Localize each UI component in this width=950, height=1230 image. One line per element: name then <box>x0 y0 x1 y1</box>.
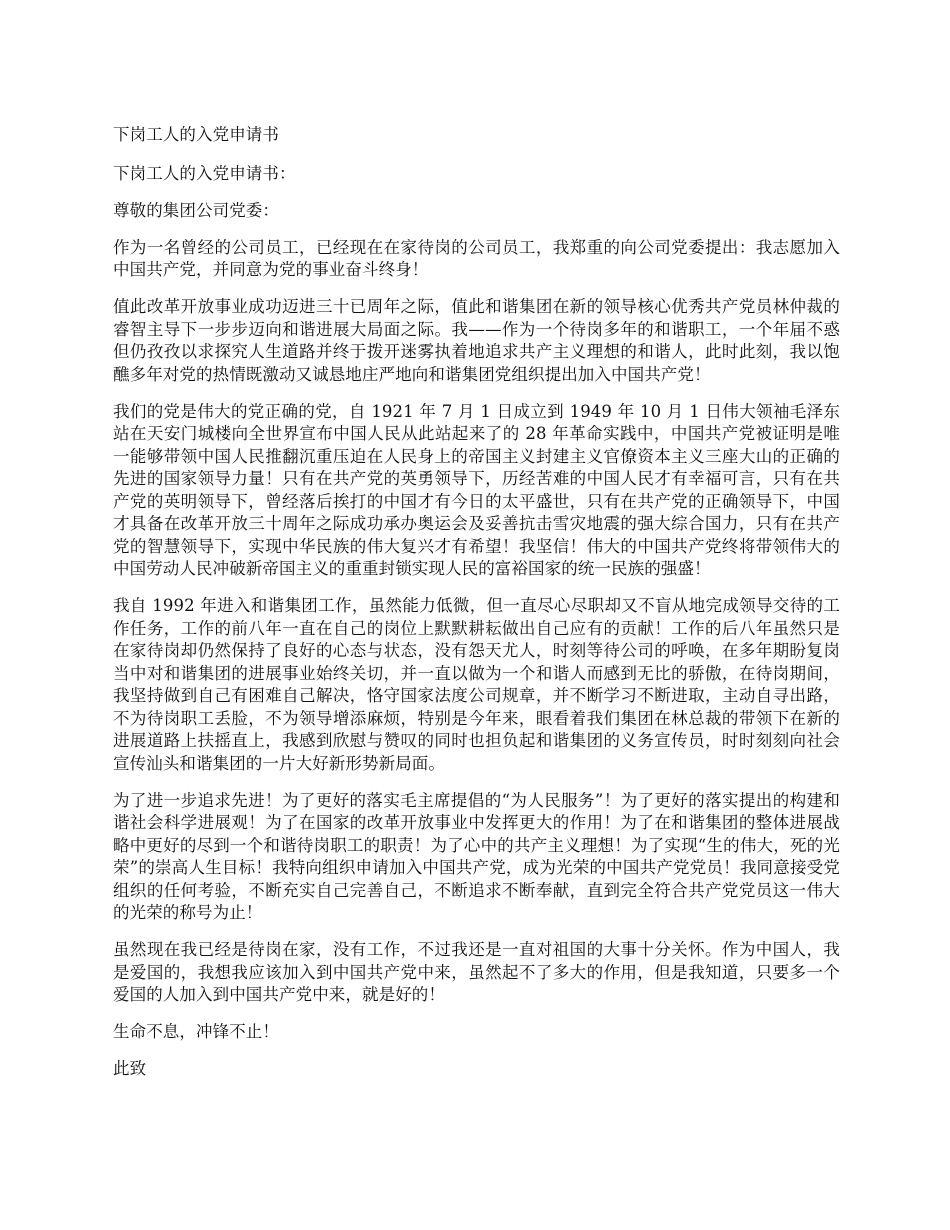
paragraph-occasion: 值此改革开放事业成功迈进三十已周年之际，值此和谐集团在新的领导核心优秀共产党员林仲裁的睿智主导下一步步迈向和谐进展大局面之际。我——作为一个待岗多年的和谐职工，一个年届不惑但仍孜孜以求探究人生道路并终于拨开迷雾执着地追求共产主义理想的和谐人，此时此刻，我以饱醮多年对党的热情既激动又诚恳地庄严地向和谐集团党组织提出加入中国共产党！ <box>113 297 840 384</box>
paragraph-motto: 生命不息，冲锋不止！ <box>113 1022 279 1041</box>
paragraph-declaration: 作为一名曾经的公司员工，已经现在在家待岗的公司员工，我郑重的向公司党委提出：我志愿加入中国共产党，并同意为党的事业奋斗终身！ <box>113 237 840 279</box>
paragraph-work-history: 我自 1992 年进入和谐集团工作，虽然能力低微，但一直尽心尽职却又不盲从地完成领导交待的工作任务，工作的前八年一直在自己的岗位上默默耕耘做出自己应有的贡献！工作的后八年虽然只是在家待岗却仍然保持了良好的心态与状态，没有怨天尤人，时刻等待公司的呼唤，在多年期盼复岗当中对和谐集团的进展事业始终关切，并一直以做为一个和谐人而感到无比的骄傲，在待岗期间，我坚持做到自己有困难自己解决，恪守国家法度公司规章，并不断学习不断进取，主动自寻出路，不为待岗职工丢脸，不为领导增添麻烦，特别是今年来，眼看着我们集团在林总裁的带领下在新的进展道路上扶摇直上，我感到欣慰与赞叹的同时也担负起和谐集团的义务宣传员，时时刻刻向社会宣传汕头和谐集团的一片大好新形势新局面。 <box>113 596 840 773</box>
paragraph-patriotism: 虽然现在我已经是待岗在家，没有工作，不过我还是一直对祖国的大事十分关怀。作为中国人，我是爱国的，我想我应该加入到中国共产党中来，虽然起不了多大的作用，但是我知道，只要多一个爱国的人加入到中国共产党中来，就是好的！ <box>113 940 840 1004</box>
document-subtitle: 下岗工人的入党申请书： <box>113 163 296 183</box>
document-title: 下岗工人的入党申请书 <box>113 125 279 144</box>
document-body <box>113 124 840 1095</box>
closing-line: 此致 <box>113 1059 147 1078</box>
paragraph-party-history: 我们的党是伟大的党正确的党，自 1921 年 7 月 1 日成立到 1949 年 10 月 1 日伟大领袖毛泽东站在天安门城楼向全世界宣布中国人民从此站起来了的 28 年革命实践中，中国共产党被证明是唯一能够带领中国人民推翻沉重压迫在人民身上的帝国主义封建主义官僚资本主义三座大山的正确的先进的国家领导力量！只有在共产党的英勇领导下，历经苦难的中国人民才有幸福可言，只有在共产党的英明领导下，曾经落后挨打的中国才有今日的太平盛世，只有在共产党的正确领导下，中国才具备在改革开放三十周年之际成功承办奥运会及妥善抗击雪灾地震的强大综合国力，只有在共产党的智慧领导下，实现中华民族的伟大复兴才有希望！我坚信！伟大的中国共产党终将带领伟大的中国劳动人民冲破新帝国主义的重重封锁实现人民的富裕国家的统一民族的强盛！ <box>113 401 840 578</box>
salutation: 尊敬的集团公司党委： <box>113 200 279 220</box>
paragraph-motivation: 为了进一步追求先进！为了更好的落实毛主席提倡的“为人民服务”！为了更好的落实提出的构建和谐社会科学进展观！为了在国家的改革开放事业中发挥更大的作用！为了在和谐集团的整体进展战略中更好的尽到一个和谐待岗职工的职责！为了心中的共产主义理想！为了实现“生的伟大，死的光荣”的崇高人生目标！我特向组织申请加入中国共产党，成为光荣的中国共产党党员！我同意接受党组织的任何考验，不断充实自己完善自己，不断追求不断奉献，直到完全符合共产党党员这一伟大的光荣的称号为止！ <box>113 790 840 922</box>
